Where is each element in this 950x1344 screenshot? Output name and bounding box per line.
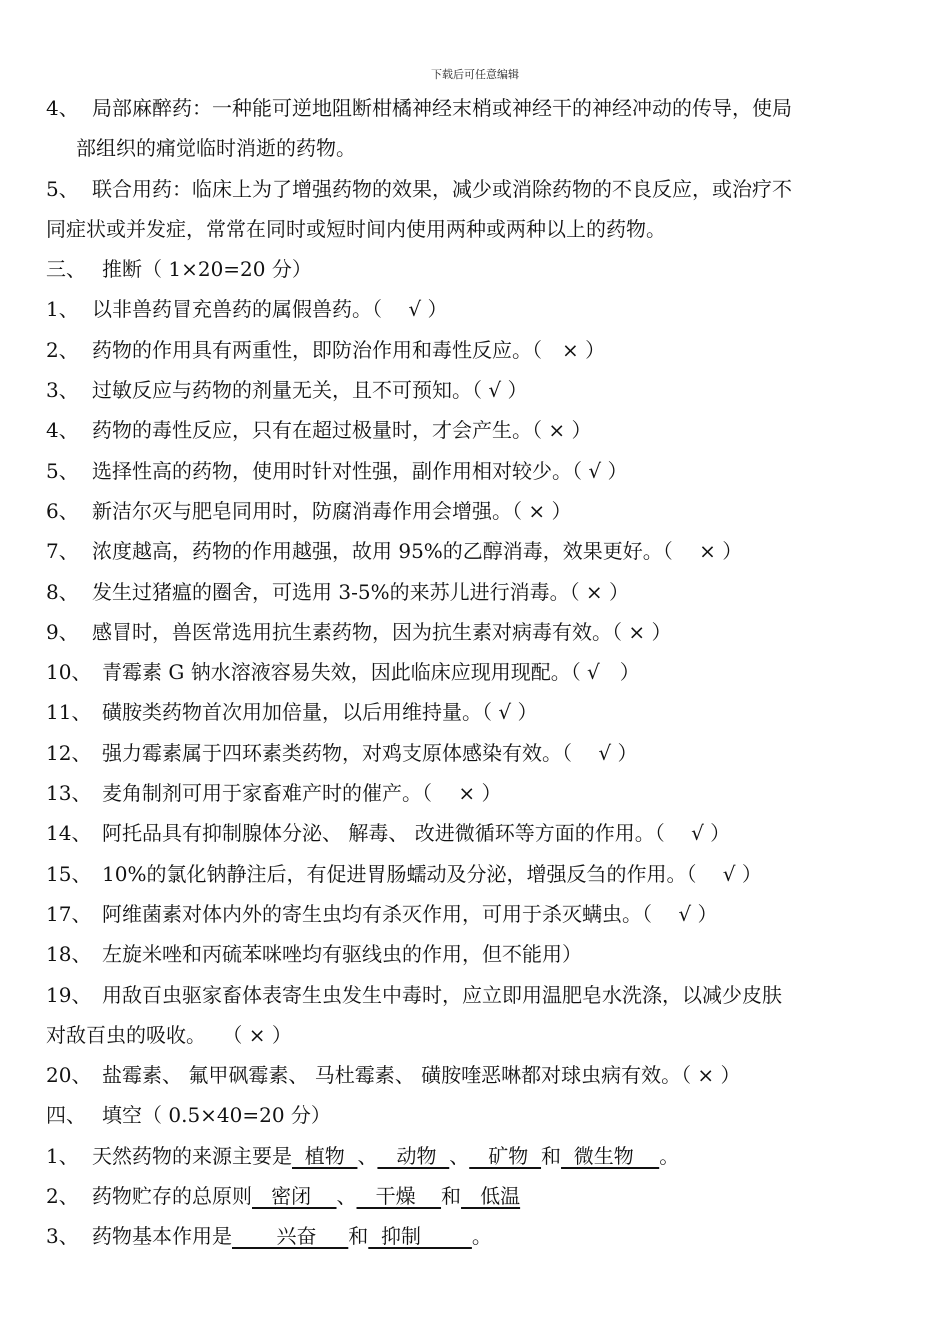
judge-item: 18、 左旋米唑和丙硫苯咪唑均有驱线虫的作用，但不能用） xyxy=(46,942,582,967)
judge-item: 8、 发生过猪瘟的圈舍，可选用 3-5%的来苏儿进行消毒。（ × ） xyxy=(46,579,630,604)
definition-4-line2: 部组织的痛觉临时消逝的药物。 xyxy=(76,136,356,161)
judge-item-continued: 对敌百虫的吸收。 （ × ） xyxy=(46,1022,292,1047)
fill-blank: 密闭 xyxy=(252,1184,337,1209)
judge-item: 20、 盐霉素、 氟甲砜霉素、 马杜霉素、 磺胺喹恶啉都对球虫病有效。（ × ） xyxy=(46,1063,741,1088)
judge-item: 19、 用敌百虫驱家畜体表寄生虫发生中毒时，应立即用温肥皂水洗涤，以减少皮肤 xyxy=(46,982,782,1007)
document-body xyxy=(46,88,906,1257)
fill-blank: 干燥 xyxy=(356,1184,442,1209)
fill-blank: 矿物 xyxy=(469,1143,542,1168)
judge-item: 5、 选择性高的药物，使用时针对性强，副作用相对较少。（ √ ） xyxy=(46,458,628,483)
fill-blank: 植物 xyxy=(292,1143,358,1168)
definition-5-line2: 同症状或并发症，常常在同时或短时间内使用两种或两种以上的药物。 xyxy=(46,216,666,241)
judge-item: 4、 药物的毒性反应，只有在超过极量时，才会产生。（ × ） xyxy=(46,418,592,443)
fill-item-3: 3、 药物基本作用是 兴奋 和 抑制 。 xyxy=(46,1216,906,1256)
definition-5-line1: 5、 联合用药：临床上为了增强药物的效果，减少或消除药物的不良反应，或治疗不 xyxy=(46,176,792,201)
definition-4-line1: 4、 局部麻醉药：一种能可逆地阻断柑橘神经末梢或神经干的神经冲动的传导，使局 xyxy=(46,96,792,120)
judge-item: 6、 新洁尔灭与肥皂同用时，防腐消毒作用会增强。（ × ） xyxy=(46,498,572,523)
fill-item-1: 1、 天然药物的来源主要是 植物 、 动物 、 矿物 和 微生物 。 xyxy=(46,1136,906,1176)
fill-blank: 兴奋 xyxy=(232,1224,349,1249)
fill-blank: 低温 xyxy=(461,1184,521,1209)
judge-item: 1、 以非兽药冒充兽药的属假兽药。（ √ ） xyxy=(46,297,448,322)
section-3-heading: 三、 推断（ 1×20=20 分） xyxy=(46,257,312,282)
fill-blank: 抑制 xyxy=(368,1224,472,1249)
judge-item: 9、 感冒时，兽医常选用抗生素药物，因为抗生素对病毒有效。（ × ） xyxy=(46,619,672,644)
judge-item: 15、 10%的氯化钠静注后，有促进胃肠蠕动及分泌，增强反刍的作用。（ √ ） xyxy=(46,861,762,886)
section-4-heading: 四、 填空（ 0.5×40=20 分） xyxy=(46,1103,331,1128)
judge-item: 17、 阿维菌素对体内外的寄生虫均有杀灭作用，可用于杀灭螨虫。（ √ ） xyxy=(46,901,718,926)
fill-item-2: 2、 药物贮存的总原则 密闭 、 干燥 和 低温 xyxy=(46,1176,906,1216)
judge-item: 10、 青霉素 G 钠水溶液容易失效，因此临床应现用现配。（ √ ） xyxy=(46,660,640,685)
judge-item: 14、 阿托品具有抑制腺体分泌、 解毒、 改进微循环等方面的作用。（ √ ） xyxy=(46,821,731,846)
judge-item: 13、 麦角制剂可用于家畜难产时的催产。（ × ） xyxy=(46,781,502,806)
judge-item: 2、 药物的作用具有两重性，即防治作用和毒性反应。（ × ） xyxy=(46,337,606,362)
page-header: 下载后可任意编辑 xyxy=(431,68,519,81)
judge-item: 7、 浓度越高，药物的作用越强，故用 95%的乙醇消毒，效果更好。（ × ） xyxy=(46,539,743,564)
judge-item: 11、 磺胺类药物首次用加倍量，以后用维持量。（ √ ） xyxy=(46,700,538,725)
judge-item: 12、 强力霉素属于四环素类药物，对鸡支原体感染有效。（ √ ） xyxy=(46,740,638,765)
judge-item: 3、 过敏反应与药物的剂量无关，且不可预知。（ √ ） xyxy=(46,378,528,403)
fill-blank: 动物 xyxy=(377,1143,450,1168)
fill-blank: 微生物 xyxy=(561,1143,660,1168)
